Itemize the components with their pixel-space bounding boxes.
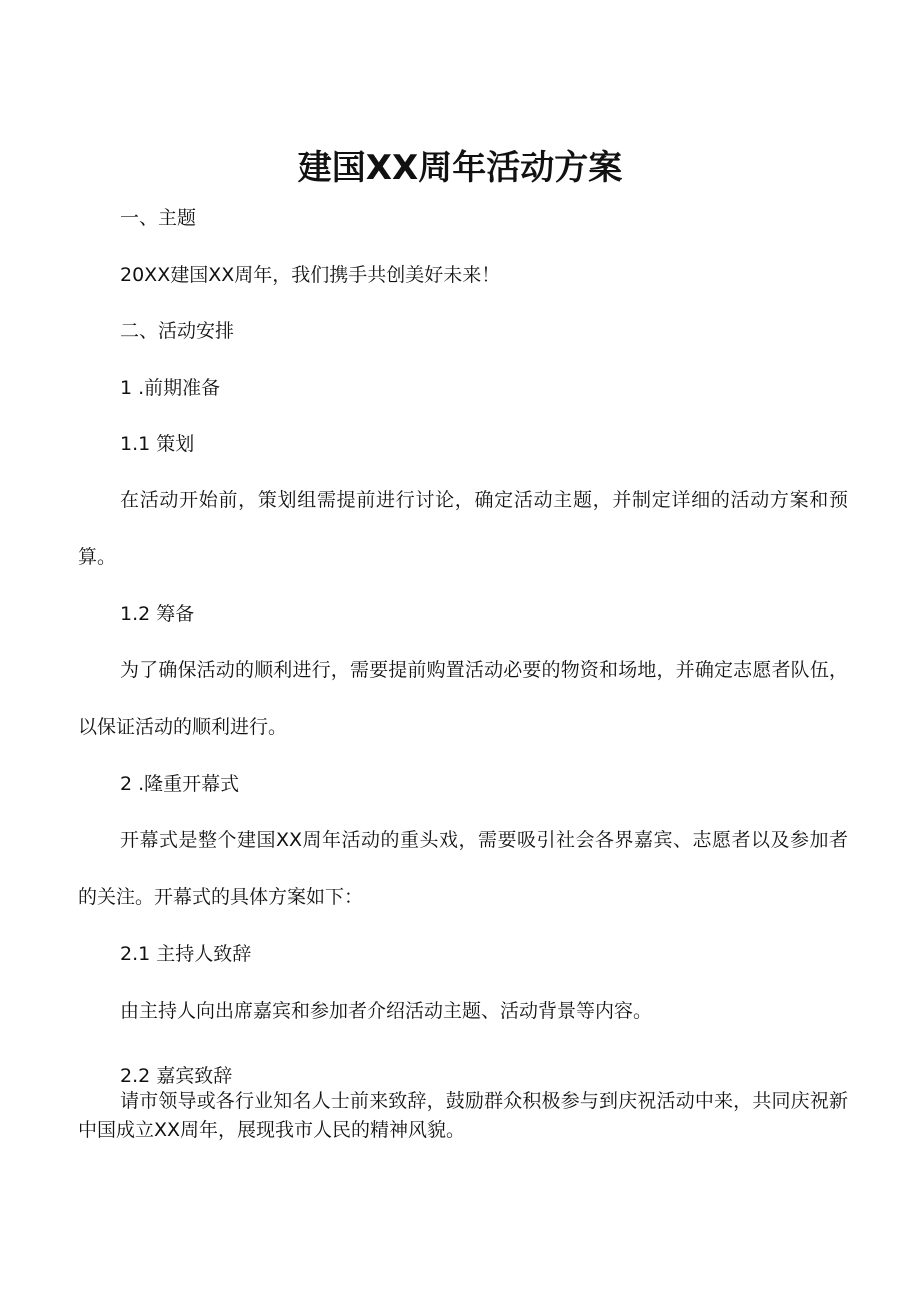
paragraph-host-speech: 由主持人向出席嘉宾和参加者介绍活动主题、活动背景等内容。	[120, 1000, 653, 1022]
theme-text: 20XX建国XX周年，我们携手共创美好未来！	[120, 264, 501, 286]
subsection-heading-planning: 1.1 策划	[120, 433, 195, 455]
subsection-heading-host-speech: 2.1 主持人致辞	[120, 943, 252, 965]
paragraph-guest-speech: 请市领导或各行业知名人士前来致辞，鼓励群众积极参与到庆祝活动中来，共同庆祝新中国成立XX周年，展现我市人民的精神风貌。	[78, 1090, 848, 1141]
section-heading-arrangement: 二、活动安排	[120, 320, 235, 342]
subsection-heading-logistics: 1.2 筹备	[120, 603, 195, 625]
subsection-heading-guest-speech: 2.2 嘉宾致辞	[120, 1065, 233, 1087]
subsection-heading-opening-ceremony: 2 .隆重开幕式	[120, 773, 240, 795]
paragraph-opening-ceremony: 开幕式是整个建国XX周年活动的重头戏，需要吸引社会各界嘉宾、志愿者以及参加者的关注。开幕式的具体方案如下：	[78, 829, 848, 908]
subsection-heading-preparation: 1 .前期准备	[120, 377, 221, 399]
document-title: 建国XX周年活动方案	[297, 147, 623, 188]
paragraph-logistics: 为了确保活动的顺利进行，需要提前购置活动必要的物资和场地，并确定志愿者队伍，以保证活动的顺利进行。	[78, 659, 848, 738]
section-heading-theme: 一、主题	[120, 207, 197, 229]
paragraph-planning: 在活动开始前，策划组需提前进行讨论，确定活动主题，并制定详细的活动方案和预算。	[78, 489, 848, 568]
